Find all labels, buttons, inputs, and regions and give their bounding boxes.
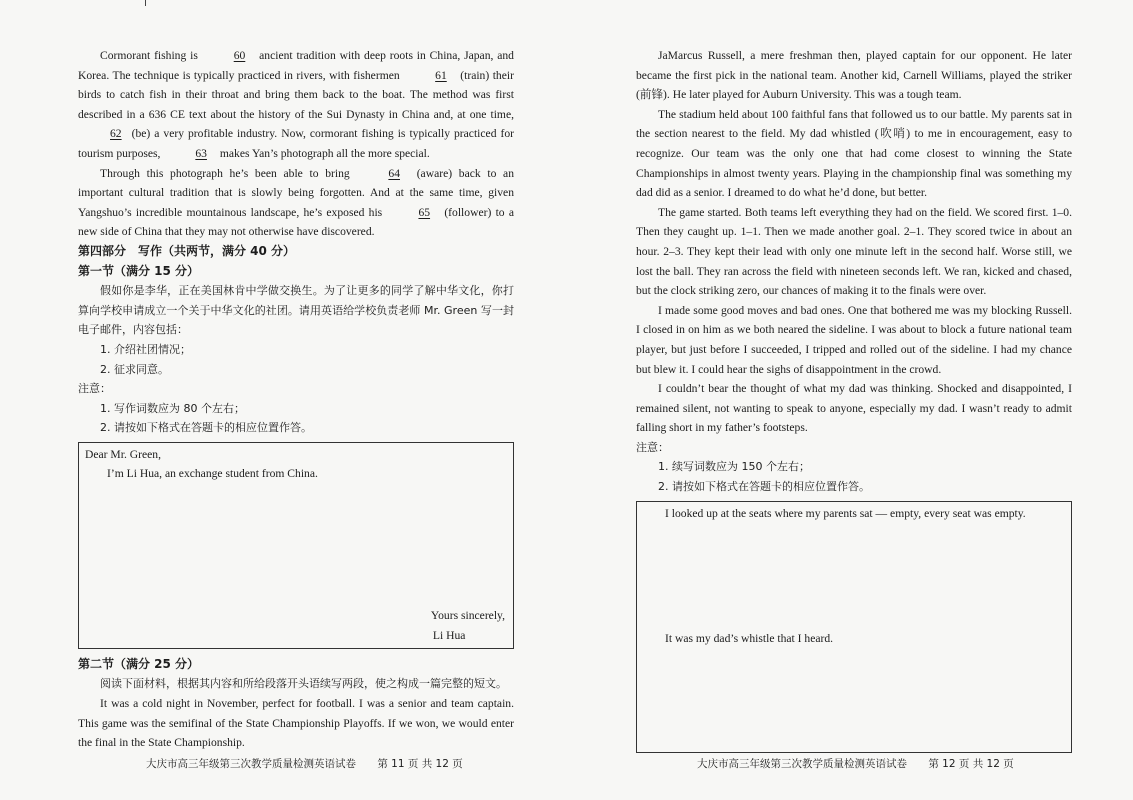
continuation-start-2: It was my dad’s whistle that I heard.: [665, 631, 834, 645]
section1-item-1: 1. 介绍社团情况；: [100, 342, 191, 356]
part4-heading: 第四部分 写作（共两节，满分 40 分）: [78, 243, 296, 258]
note-label: 注意：: [636, 440, 669, 454]
section2-heading: 第二节（满分 25 分）: [78, 656, 200, 671]
footer-title: 大庆市高三年级第三次教学质量检测英语试卷: [146, 758, 356, 770]
story-paragraph: I couldn’t bear the thought of what my dad was thinking. Shocked and disappointed, I remained silent, not wanting to speak to anyone, especially my dad. I wasn’t ready to admit falling short in my father’s footsteps.: [636, 382, 1072, 435]
footer-page-number: 第 12 页 共 12 页: [928, 758, 1014, 770]
passage-paragraph-2: Through this photograph he’s been able to bring 64 (aware) back to an important cultural tradition that is slowly being forgotten. And at the same time, given Yangshuo’s incredible mountainous landscape, he’s exposed his 65 (follower) to a new side of China that they may not otherwise have discovered.: [78, 164, 514, 242]
story-paragraph-1: It was a cold night in November, perfect for football. I was a senior and team captain. This game was the semifinal of the State Championship Playoffs. If we won, we would enter the final in the State Championship.: [78, 697, 514, 750]
section1-note-1: 1. 写作词数应为 80 个左右；: [100, 401, 245, 415]
footer-title: 大庆市高三年级第三次教学质量检测英语试卷: [697, 758, 907, 770]
blank-60: 60: [233, 49, 246, 62]
footer-page-number: 第 11 页 共 12 页: [377, 758, 463, 770]
letter-closing: Yours sincerely,: [430, 608, 505, 622]
blank-63: 63: [195, 146, 207, 160]
section1-prompt: 假如你是李华，正在美国林肯中学做交换生。为了让更多的同学了解中华文化，你打算向学校申请成立一个关于中华文化的社团。请用英语给学校负责老师 Mr. Green 写一封电子邮件，内容包括：: [78, 284, 514, 337]
continuation-note-1: 1. 续写词数应为 150 个左右；: [658, 460, 810, 474]
section1-heading: 第一节（满分 15 分）: [78, 263, 200, 278]
blank-65: 65: [418, 205, 431, 219]
continuation-answer-box: [636, 501, 1072, 753]
section1-item-2: 2. 征求同意。: [100, 362, 169, 376]
passage-paragraph-1: Cormorant fishing is 60 ancient tradition with deep roots in China, Japan, and Korea. The technique is typically practiced in rivers, with fishermen 61 (train) their birds to catch fish in their throat and bring them back to the boat. The method was first described in a 636 CE text about the history of the Sui Dynasty in China and, at one time, 62 (be) a very profitable industry. Now, cormorant fishing is typically practiced for tourism purposes, 63 makes Yan’s photograph all the more special.: [78, 46, 514, 164]
story-paragraph: The game started. Both teams left everything they had on the field. We scored first. 1–0. Then they caught up. 1–1. Then we made another goal. 2–1. They scored twice in about an hour. 2–3. They kept their lead with only one minute left in the second half. Worse still, we lost the ball. They ran across the field with nineteen seconds left. We ran, kicked and chased, but the clock striking zero, our chances of making it to the finals were over.: [636, 205, 1072, 298]
blank-61: 61: [435, 68, 447, 82]
page-footer: [146, 756, 463, 771]
letter-greeting: Dear Mr. Green,: [85, 447, 161, 461]
story-paragraph: The stadium held about 100 faithful fans that followed us to our battle. My parents sat in the section nearest to the field. My dad whistled (吹哨) to me in encouragement, easy to recognize. Our team was the only one that had come closest to winning the State Championships in almost twenty years. Playing in the championship final was something my dad did as a senior. I dreamed to do what he’d done, but better.: [636, 107, 1072, 200]
story-paragraph: I made some good moves and bad ones. One that bothered me was my blocking Russell. I closed in on him as we both neared the sideline. I was about to block a future national team player, but just before I succeeded, I tripped and rolled out of the sideline. I had my chance but blew it. I could hear the sighs of disappointment in the crowd.: [636, 303, 1072, 376]
blank-62: 62: [110, 127, 122, 141]
continuation-start-1: I looked up at the seats where my parents sat — empty, every seat was empty.: [665, 506, 1026, 520]
letter-signature: [431, 606, 505, 646]
section2-prompt: 阅读下面材料，根据其内容和所给段落开头语续写两段，使之构成一篇完整的短文。: [100, 677, 507, 691]
note-label: 注意：: [78, 382, 111, 396]
letter-answer-box: [78, 442, 514, 649]
page-11: [0, 0, 566, 800]
letter-name: Li Hua: [432, 628, 466, 642]
blank-64: 64: [388, 166, 400, 180]
section1-note-2: 2. 请按如下格式在答题卡的相应位置作答。: [100, 421, 312, 435]
continuation-note-2: 2. 请按如下格式在答题卡的相应位置作答。: [658, 480, 870, 494]
right-column: [636, 46, 1072, 759]
page-footer: [697, 756, 1014, 771]
letter-opening: I’m Li Hua, an exchange student from China.: [107, 467, 318, 481]
story-paragraph: JaMarcus Russell, a mere freshman then, played captain for our opponent. He later became the first pick in the national team. Another kid, Carnell Williams, played the striker (前锋). He later played for Auburn University. This was a tough team.: [636, 49, 1072, 102]
page-12: [566, 0, 1133, 800]
left-column: [78, 46, 514, 753]
